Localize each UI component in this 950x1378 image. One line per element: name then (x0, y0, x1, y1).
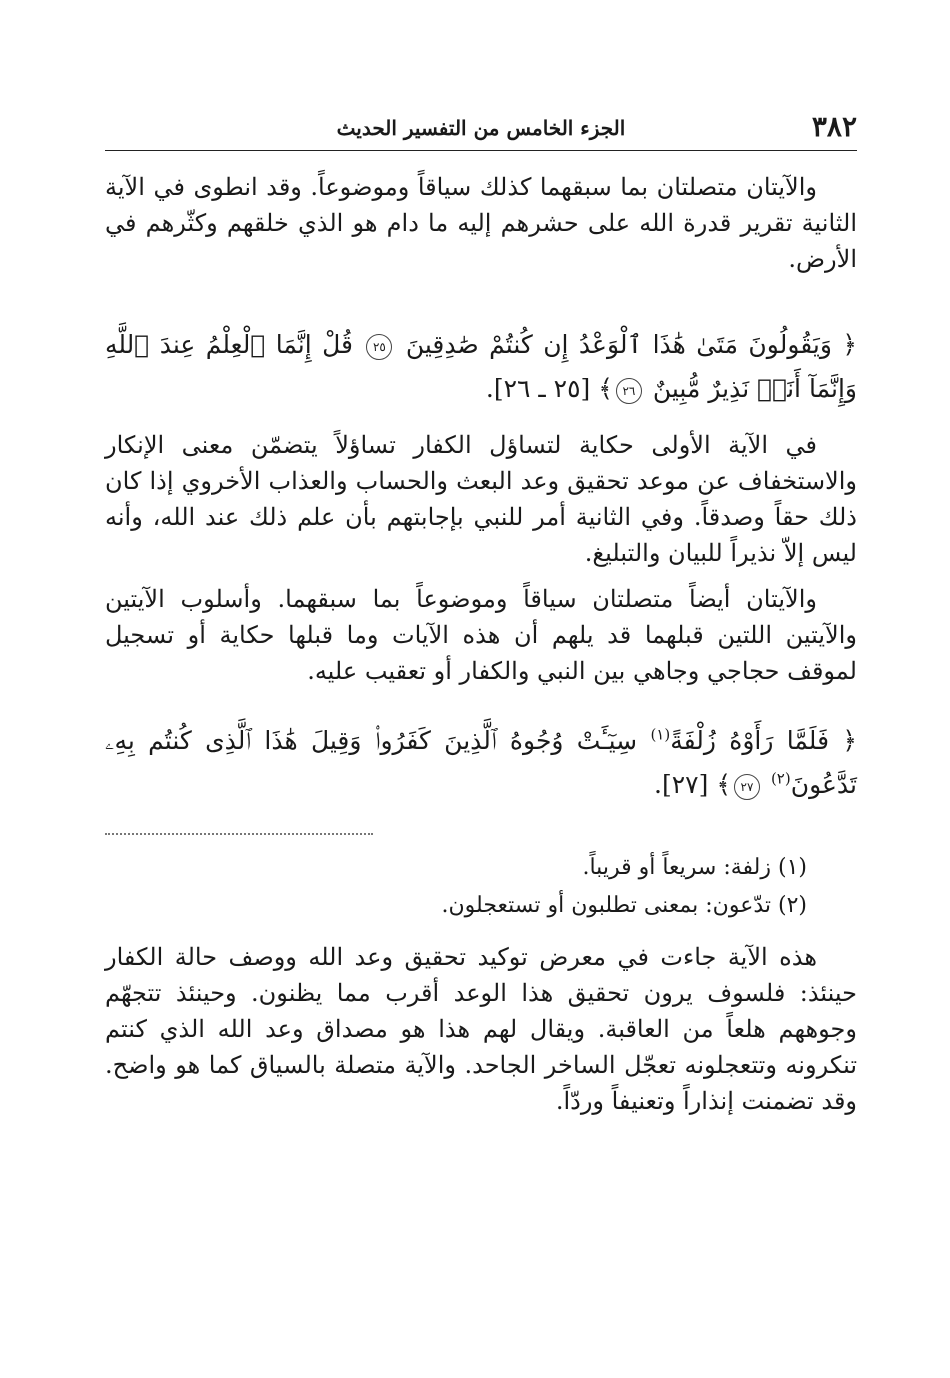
footnote-1: (١) زلفة: سريعاً أو قريباً. (582, 855, 807, 880)
verse-reference: [٢٧]. (654, 770, 709, 799)
commentary-paragraph-3: والآيتان أيضاً متصلتان سياقاً وموضوعاً بما سبقهما. وأسلوب الآيتين والآيتين اللتين قبلهما قد يلهم أن هذه الآيات وما قبلها حكاية أو تسجيل لموقف حجاجي وجاهي بين النبي والكفار أو تعقيب عليه. (105, 585, 857, 685)
quran-verse-27 (105, 719, 857, 807)
ayah-number-marker: ٢٥ (366, 334, 392, 360)
book-page (105, 108, 857, 1119)
verse-text-27-part-2: سِيٓـَٔتْ وُجُوهُ ٱلَّذِينَ كَفَرُوا۟ وَقِيلَ هَٰذَا ٱلَّذِى كُنتُم بِهِۦ تَدَّعُونَ (105, 726, 857, 799)
commentary-paragraph-1: والآيتان متصلتان بما سبقهما كذلك سياقاً وموضوعاً. وقد انطوى في الآية الثانية تقرير قدرة الله على حشرهم إليه ما دام هو الذي خلقهم وكثّرهم في الأرض. (105, 173, 857, 273)
verse-open-bracket: ﴿ (842, 330, 857, 359)
page-number: ٣٨٢ (811, 110, 857, 143)
verse-reference: [٢٥ ـ ٢٦]. (485, 374, 591, 403)
running-title: الجزء الخامس من التفسير الحديث (336, 116, 626, 140)
verse-text-25: وَيَقُولُونَ مَتَىٰ هَٰذَا ٱلْوَعْدُ إِن كُنتُمْ صَٰدِقِينَ (405, 330, 832, 359)
verse-close-bracket: ﴾ (598, 374, 613, 403)
ayah-number-marker: ٢٦ (616, 378, 642, 404)
footnote-divider (105, 833, 373, 835)
page-header (105, 108, 857, 151)
verse-text-26: قُلْ إِنَّمَا ٱلْعِلْمُ عِندَ ٱللَّهِ وَإِنَّمَآ أَنَا۠ نَذِيرٌ مُّبِينٌ (105, 330, 857, 403)
commentary-paragraph-4: هذه الآية جاءت في معرض توكيد تحقيق وعد الله ووصف حالة الكفار حينئذ: فلسوف يرون تحقيق هذا الوعد أقرب مما يظنون. وحينئذ تتجهّم وجوههم هلعاً من العاقبة. ويقال لهم هذا هو مصداق وعد الله الذي كنتم تنكرونه وتتعجلونه تعجّل الساخر الجاحد. والآية متصلة بالسياق كما هو واضح. وقد تضمنت إنذاراً وتعنيفاً وردّاً. (105, 943, 857, 1115)
footnote-reference-1: (١) (650, 725, 671, 744)
verse-open-bracket: ﴿ (842, 726, 857, 755)
verse-text-27-part-1: فَلَمَّا رَأَوْهُ زُلْفَةً (670, 726, 830, 755)
ayah-number-marker: ٢٧ (734, 774, 760, 800)
footnote-2: (٢) تدّعون: بمعنى تطلبون أو تستعجلون. (441, 893, 807, 918)
verse-close-bracket: ﴾ (716, 770, 731, 799)
footnotes (105, 849, 857, 925)
quran-verse-25-26 (105, 323, 857, 411)
footnote-reference-2: (٢) (770, 769, 791, 788)
commentary-paragraph-2: في الآية الأولى حكاية لتساؤل الكفار تساؤلاً يتضمّن معنى الإنكار والاستخفاف عن موعد تحقيق وعد البعث والحساب والعذاب الأخروي إذا كان ذلك حقاً وصدقاً. وفي الثانية أمر للنبي بإجابتهم بأن علم ذلك عند الله، وأنه ليس إلاّ نذيراً للبيان والتبليغ. (105, 431, 857, 567)
